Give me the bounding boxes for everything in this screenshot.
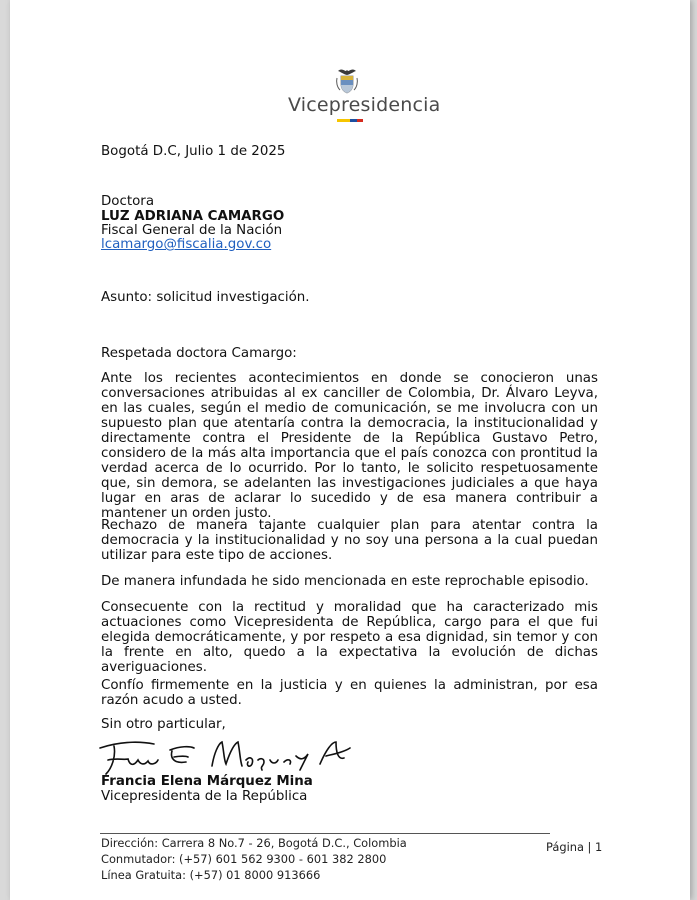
recipient-position: Fiscal General de la Nación [101, 223, 283, 238]
footer-divider [100, 833, 550, 834]
coat-of-arms-icon [332, 66, 362, 96]
flag-red [357, 119, 363, 122]
footer-address: Dirección: Carrera 8 No.7 - 26, Bogotá D.C., Colombia [101, 836, 407, 850]
flag-yellow [337, 119, 350, 122]
recipient-title: Doctora [101, 194, 155, 209]
signer-title: Vicepresidenta de la República [101, 789, 308, 804]
footer-toll-free: Línea Gratuita: (+57) 01 8000 913666 [101, 868, 321, 882]
flag-stripe [337, 119, 363, 122]
footer-phone: Conmutador: (+57) 601 562 9300 - 601 382 2800 [101, 852, 387, 866]
recipient-name: LUZ ADRIANA CAMARGO [101, 209, 285, 224]
page-number: Página | 1 [546, 840, 603, 854]
letter-closing: Sin otro particular, [101, 717, 226, 732]
letter-subject: Asunto: solicitud investigación. [101, 290, 310, 305]
body-paragraph-1: Ante los recientes acontecimientos en donde se conocieron unas conversaciones atribuidas al ex canciller de Colombia, Dr. Álvaro Leyva, en las cuales, según el medio de comunicación, se me involucra con un supuesto plan que atentaría contra la democracia, la institucionalidad y directamente contra el Presidente de la República Gustavo Petro, considero de la más alta importancia que el país conozca con prontitud la verdad acerca de lo ocurrido. Por lo tanto, le solicito respetuosamente que, sin demora, se adelanten las investigaciones judiciales a que haya lugar en aras de aclarar lo sucedido y de esa manera contribuir a mantener un orden justo. [101, 371, 598, 521]
signer-name: Francia Elena Márquez Mina [101, 774, 313, 789]
body-paragraph-3: De manera infundada he sido mencionada en este reprochable episodio. [101, 574, 589, 589]
brand-name: Vicepresidencia [288, 94, 441, 116]
letter-page [10, 0, 690, 900]
body-paragraph-5: Confío firmemente en la justicia y en quienes la administran, por esa razón acudo a usted. [101, 678, 598, 708]
body-paragraph-4: Consecuente con la rectitud y moralidad que ha caracterizado mis actuaciones como Vicepresidenta de República, cargo para el que fui elegida democráticamente, y por respeto a esa dignidad, sin temor y con la frente en alto, quedo a la expectativa la evolución de dichas averiguaciones. [101, 600, 598, 675]
flag-blue [350, 119, 357, 122]
letter-date: Bogotá D.C, Julio 1 de 2025 [101, 144, 286, 159]
body-paragraph-2: Rechazo de manera tajante cualquier plan para atentar contra la democracia y la institucionalidad y no soy una persona a la cual puedan utilizar para este tipo de acciones. [101, 518, 598, 563]
handwritten-signature [94, 730, 354, 780]
recipient-email-link[interactable]: lcamargo@fiscalia.gov.co [101, 237, 272, 252]
letter-greeting: Respetada doctora Camargo: [101, 346, 297, 361]
